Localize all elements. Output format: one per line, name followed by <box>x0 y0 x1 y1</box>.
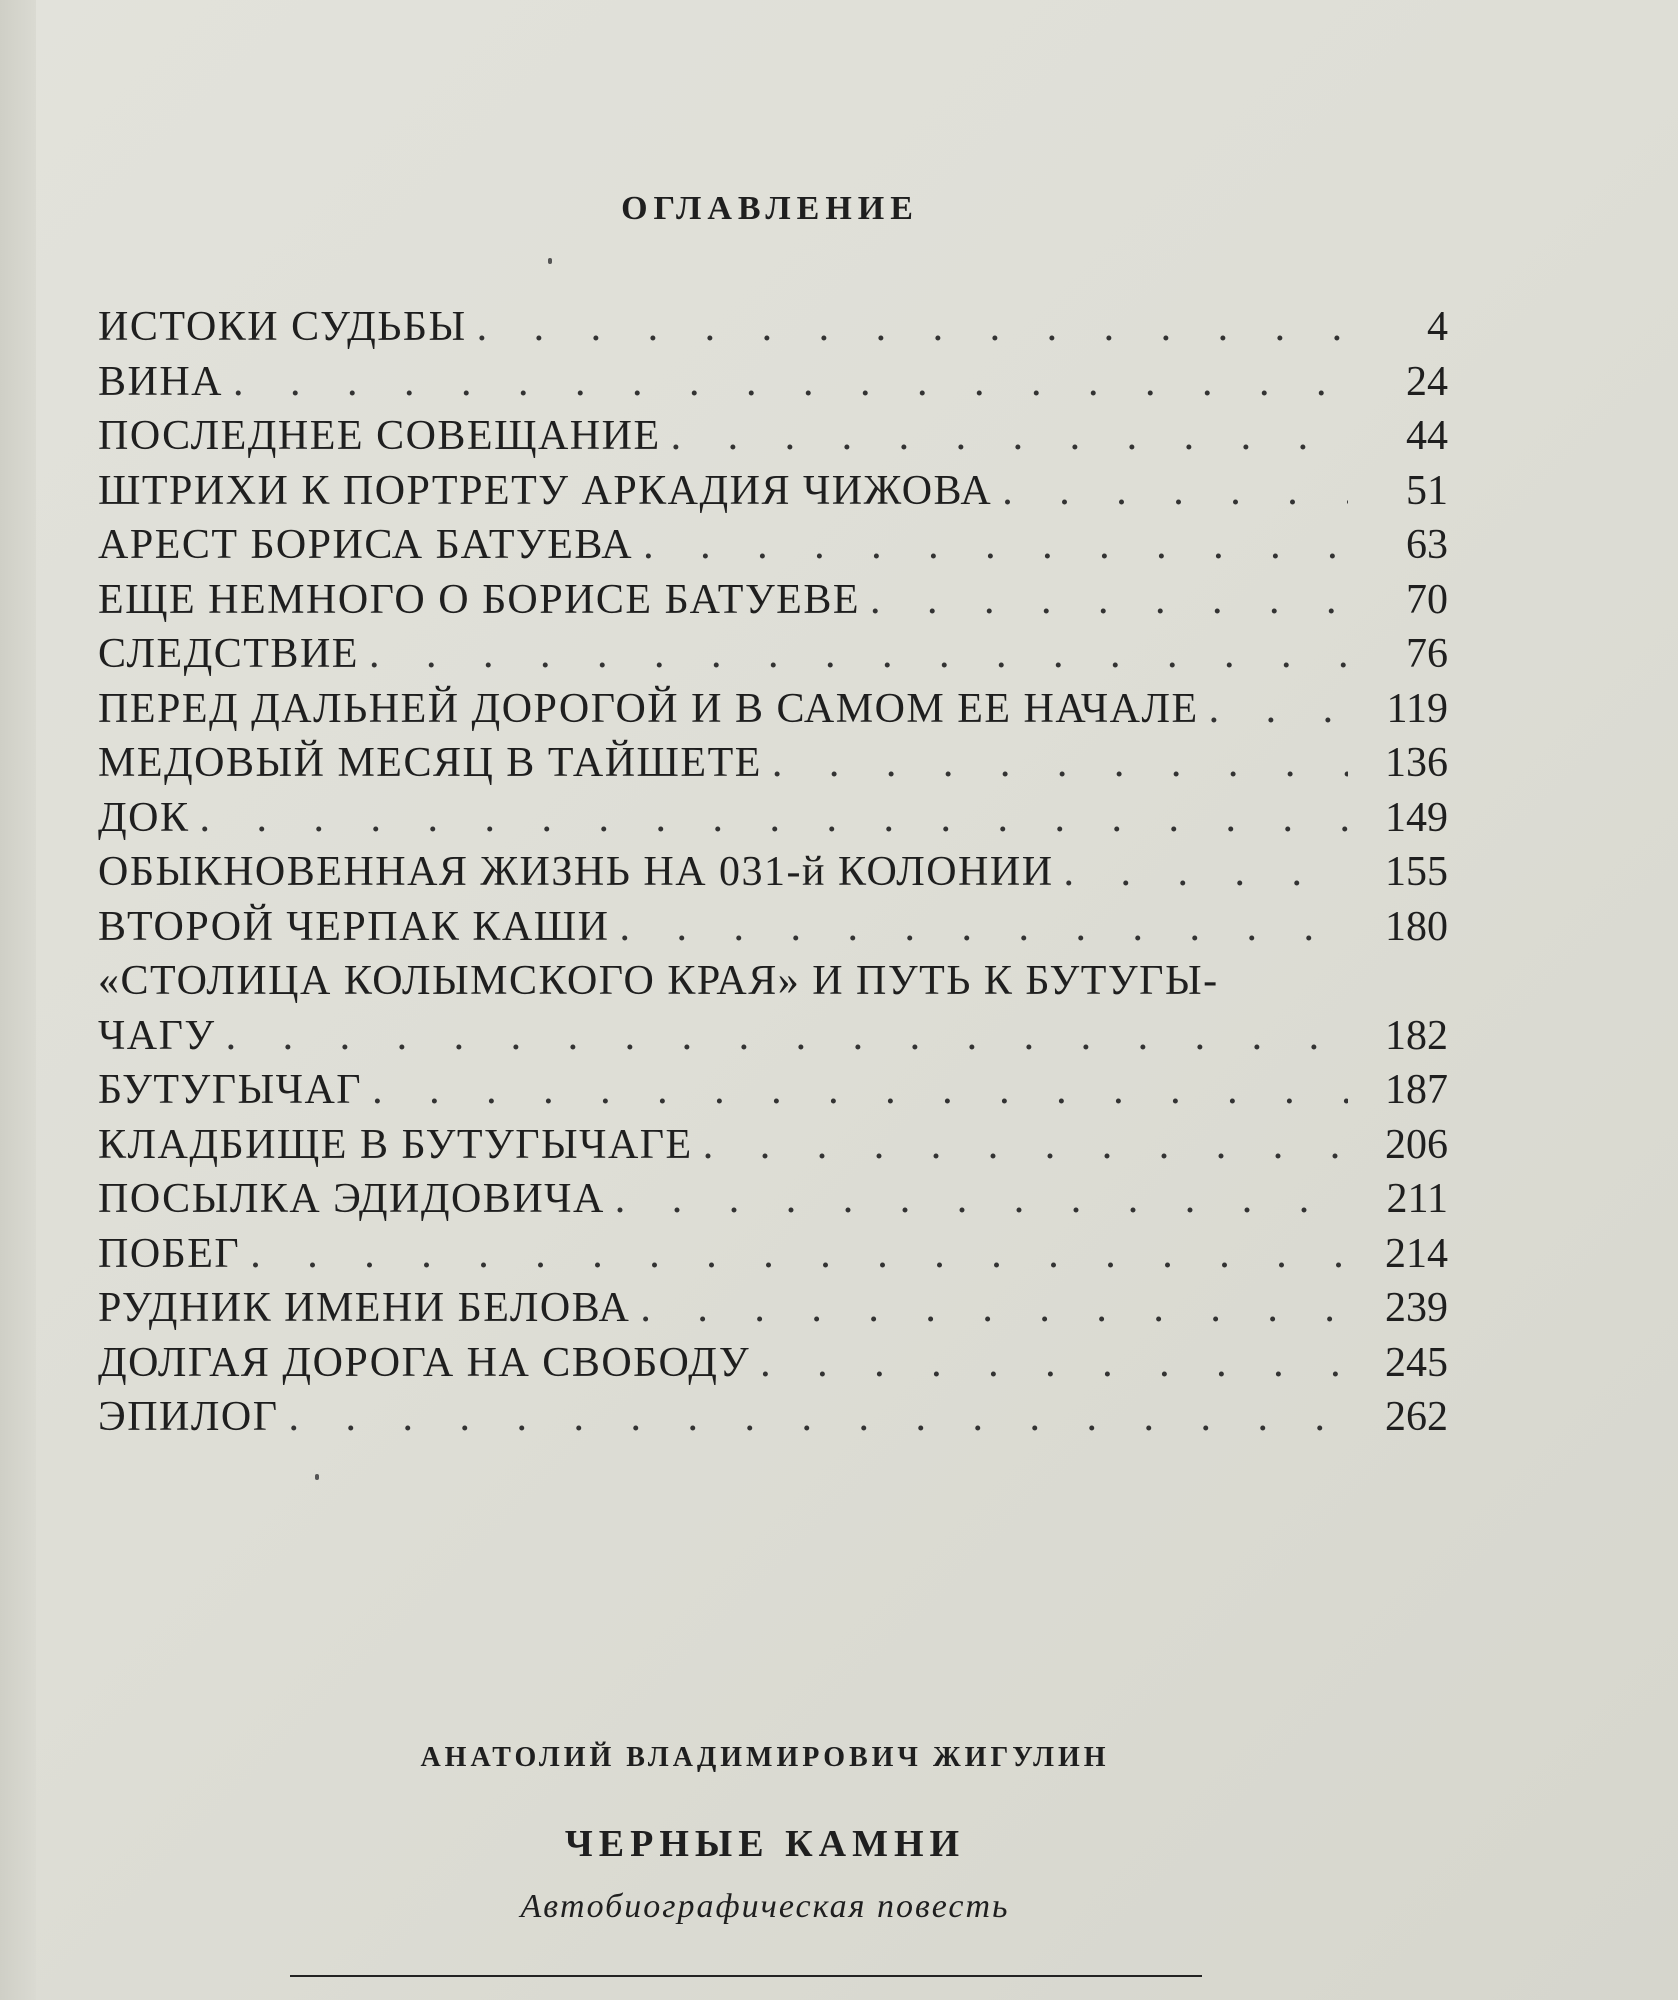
dot-leader <box>250 1227 1348 1282</box>
toc-entry <box>98 736 1448 791</box>
toc-entry-page: 63 <box>1406 522 1448 568</box>
toc-heading: ОГЛАВЛЕНИЕ <box>621 190 919 227</box>
dot-leader <box>226 1009 1348 1064</box>
toc-entry <box>98 1390 1448 1445</box>
dot-leader <box>1002 464 1348 519</box>
toc-entry <box>98 627 1448 682</box>
toc-entry-page: 155 <box>1385 849 1448 895</box>
toc-entry <box>98 573 1448 628</box>
toc-entry <box>98 900 1448 955</box>
toc-entry-title: ОБЫКНОВЕННАЯ ЖИЗНЬ НА 031-й КОЛОНИИ <box>98 849 1054 895</box>
dot-leader <box>671 409 1348 464</box>
toc-entry-page: 245 <box>1385 1339 1448 1386</box>
toc-entry-page: 180 <box>1385 903 1448 950</box>
toc-entry-title: СЛЕДСТВИЕ <box>98 631 359 677</box>
toc-entry-page: 24 <box>1406 358 1448 405</box>
toc-entry-title: ДОЛГАЯ ДОРОГА НА СВОБОДУ <box>98 1339 751 1386</box>
toc-entry-page: 76 <box>1406 631 1448 677</box>
toc-entry <box>98 682 1448 737</box>
toc-entry-page: 4 <box>1427 304 1448 350</box>
toc-entry-title: АРЕСТ БОРИСА БАТУЕВА <box>98 522 634 568</box>
toc-entry-page: 136 <box>1385 740 1448 786</box>
paper-speck <box>315 1474 319 1480</box>
horizontal-rule <box>290 1975 1202 1977</box>
toc-entry <box>98 1063 1448 1118</box>
dot-leader <box>640 1281 1348 1336</box>
toc-entry <box>98 300 1448 355</box>
toc-entry-title: МЕДОВЫЙ МЕСЯЦ В ТАЙШЕТЕ <box>98 740 762 786</box>
dot-leader <box>372 1063 1348 1118</box>
toc-entry <box>98 518 1448 573</box>
toc-entry <box>98 464 1448 519</box>
toc-entry-title-line1: «СТОЛИЦА КОЛЫМСКОГО КРАЯ» И ПУТЬ К БУТУГЫ- <box>98 958 1219 1004</box>
dot-leader <box>615 1172 1348 1227</box>
toc-entry-title: ПОСЫЛКА ЭДИДОВИЧА <box>98 1176 605 1222</box>
toc-entry-title: ЕЩЕ НЕМНОГО О БОРИСЕ БАТУЕВЕ <box>98 576 861 623</box>
dot-leader <box>200 791 1349 846</box>
toc-entry-page: 70 <box>1406 576 1448 623</box>
dot-leader <box>772 736 1348 791</box>
toc-entry-continuation <box>98 1009 1448 1064</box>
toc-entry-page: 149 <box>1385 794 1448 841</box>
toc-entry-page: 206 <box>1385 1121 1448 1168</box>
toc-entry-page: 211 <box>1386 1176 1448 1222</box>
dot-leader <box>1209 682 1348 737</box>
table-of-contents <box>98 300 1448 1445</box>
dot-leader <box>619 900 1348 955</box>
toc-entry-page: 119 <box>1386 685 1448 732</box>
toc-entry <box>98 1227 1448 1282</box>
toc-entry <box>98 1118 1448 1173</box>
toc-entry-page: 182 <box>1385 1012 1448 1059</box>
toc-entry-title: ПЕРЕД ДАЛЬНЕЙ ДОРОГОЙ И В САМОМ ЕЕ НАЧАЛЕ <box>98 685 1199 732</box>
toc-entry <box>98 1281 1448 1336</box>
toc-entry <box>98 1336 1448 1391</box>
toc-entry-title: ДОК <box>98 794 190 841</box>
toc-entry <box>98 845 1448 900</box>
toc-entry-title: ПОСЛЕДНЕЕ СОВЕЩАНИЕ <box>98 413 661 459</box>
toc-entry-title: ЭПИЛОГ <box>98 1394 279 1440</box>
toc-entry <box>98 1172 1448 1227</box>
toc-entry-title-line2: ЧАГУ <box>98 1012 216 1059</box>
paper-speck <box>548 258 552 264</box>
toc-entry <box>98 355 1448 410</box>
toc-entry-title: БУТУГЫЧАГ <box>98 1067 363 1113</box>
toc-entry-title: ВИНА <box>98 358 224 405</box>
toc-entry-page: 214 <box>1385 1230 1448 1277</box>
toc-entry-title: ШТРИХИ К ПОРТРЕТУ АРКАДИЯ ЧИЖОВА <box>98 467 993 514</box>
toc-entry-page: 262 <box>1385 1394 1448 1440</box>
toc-entry <box>98 409 1448 464</box>
toc-entry-page: 44 <box>1406 413 1448 459</box>
dot-leader <box>477 300 1348 355</box>
toc-entry-page: 239 <box>1385 1285 1448 1331</box>
toc-entry-title: ВТОРОЙ ЧЕРПАК КАШИ <box>98 903 610 950</box>
dot-leader <box>870 573 1348 628</box>
author-name: АНАТОЛИЙ ВЛАДИМИРОВИЧ ЖИГУЛИН <box>420 1742 1110 1773</box>
dot-leader <box>760 1336 1348 1391</box>
toc-entry-title: ПОБЕГ <box>98 1230 241 1277</box>
toc-entry-title: КЛАДБИЩЕ В БУТУГЫЧАГЕ <box>98 1121 693 1168</box>
toc-entry <box>98 791 1448 846</box>
toc-entry-title: РУДНИК ИМЕНИ БЕЛОВА <box>98 1285 631 1331</box>
dot-leader <box>289 1390 1349 1445</box>
dot-leader <box>1064 845 1348 900</box>
toc-entry-page: 51 <box>1406 467 1448 514</box>
toc-entry <box>98 954 1448 1063</box>
book-subtitle: Автобиографическая повесть <box>520 1888 1010 1925</box>
toc-entry-title: ИСТОКИ СУДЬБЫ <box>98 304 467 350</box>
dot-leader <box>643 518 1348 573</box>
dot-leader <box>233 355 1348 410</box>
dot-leader <box>369 627 1348 682</box>
toc-entry-page: 187 <box>1385 1067 1448 1113</box>
book-title: ЧЕРНЫЕ КАМНИ <box>564 1823 966 1865</box>
dot-leader <box>703 1118 1348 1173</box>
